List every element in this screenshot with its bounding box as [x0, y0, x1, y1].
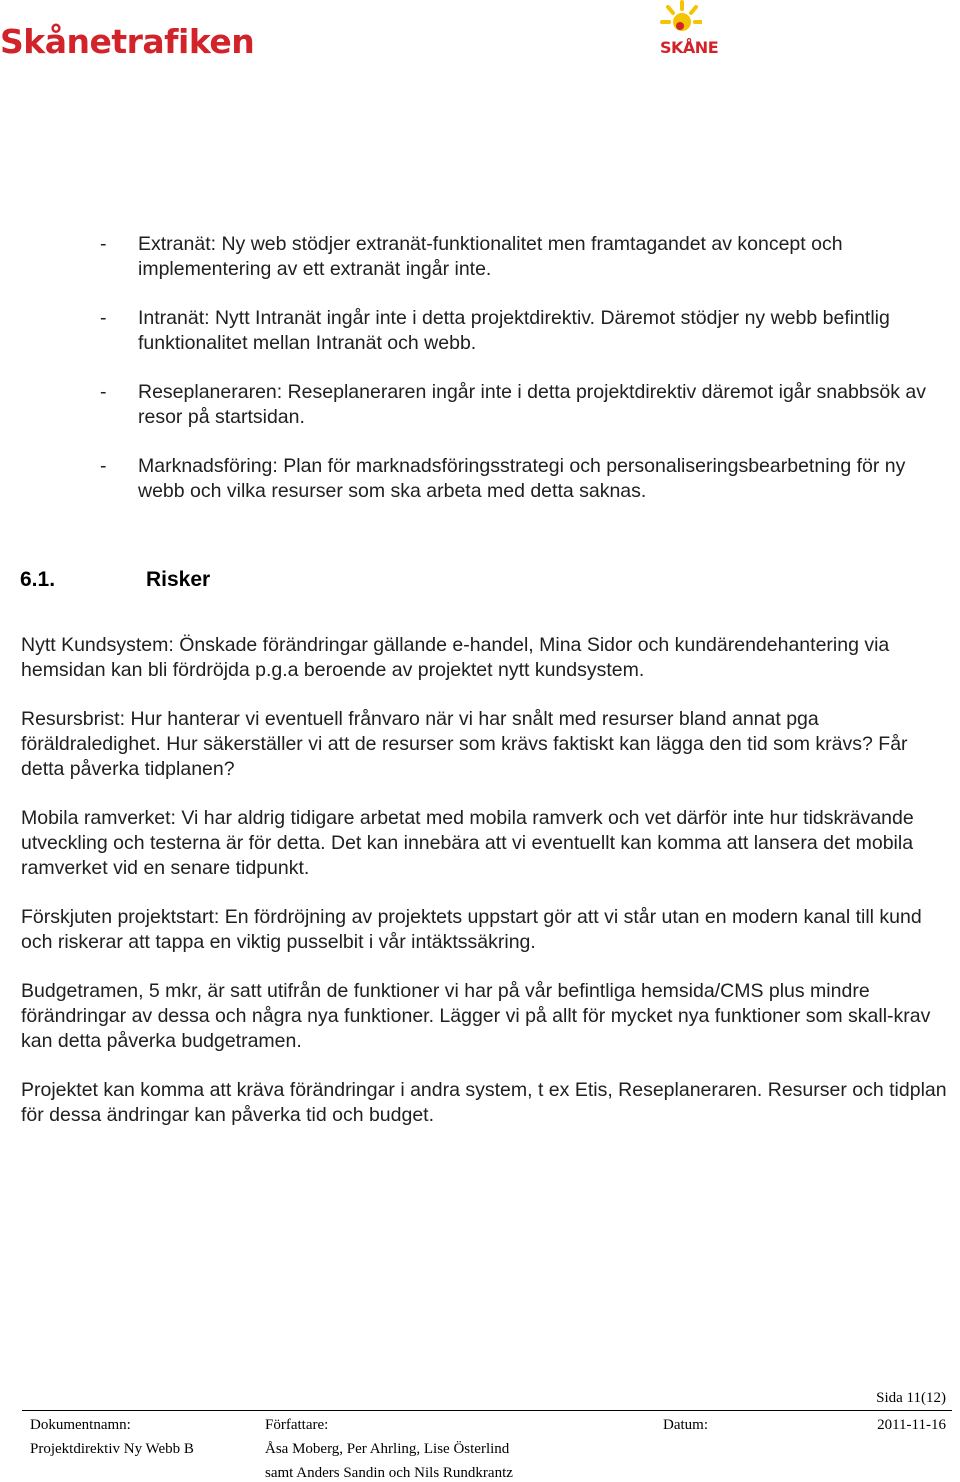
bullet-list	[0, 232, 960, 528]
region-logo-text: SKÅNE	[660, 38, 719, 57]
paragraph: Resursbrist: Hur hanterar vi eventuell frånvaro när vi har snålt med resurser bland annat pga föräldraledighet. Hur säkerställer vi att de resurser som krävs faktiskt kan lägga den tid som krävs? Får detta påverka tidplanen?	[21, 708, 908, 780]
list-item	[0, 454, 938, 504]
date-label: Datum:	[663, 1417, 708, 1433]
footer-divider	[22, 1410, 952, 1411]
date-value: 2011-11-16	[877, 1417, 946, 1433]
bullet-text: Extranät: Ny web stödjer extranät-funktionalitet men framtagandet av koncept och implementering av ett extranät ingår inte.	[138, 233, 843, 280]
bullet-marker: -	[100, 455, 107, 477]
paragraph: Förskjuten projektstart: En fördröjning av projektets uppstart gör att vi står utan en modern kanal till kund och riskerar att tappa en viktig pusselbit i vår intäktssäkring.	[21, 906, 922, 953]
list-item	[0, 232, 938, 282]
paragraph: Nytt Kundsystem: Önskade förändringar gällande e-handel, Mina Sidor och kundärendehantering via hemsidan kan bli fördröjda p.g.a beroende av projektet nytt kundsystem.	[21, 634, 890, 681]
doc-name-label: Dokumentnamn:	[30, 1417, 131, 1433]
bullet-marker: -	[100, 381, 107, 403]
author-label: Författare:	[265, 1417, 329, 1433]
bullet-text: Intranät: Nytt Intranät ingår inte i detta projektdirektiv. Däremot stödjer ny webb befintlig funktionalitet mellan Intranät och webb.	[138, 307, 890, 354]
paragraph: Budgetramen, 5 mkr, är satt utifrån de funktioner vi har på vår befintliga hemsida/CMS plus mindre förändringar av dessa och några nya funktioner. Lägger vi på allt för mycket nya funktioner som skall-krav kan detta påverka budgetramen.	[21, 980, 931, 1052]
sun-icon	[660, 0, 702, 38]
list-item	[0, 306, 938, 356]
risk-paragraphs	[21, 633, 956, 1152]
doc-name-value: Projektdirektiv Ny Webb B	[30, 1441, 194, 1457]
bullet-text: Reseplaneraren: Reseplaneraren ingår inte i detta projektdirektiv däremot igår snabbsök av resor på startsidan.	[138, 381, 927, 428]
paragraph: Projektet kan komma att kräva förändringar i andra system, t ex Etis, Reseplaneraren. Resurser och tidplan för dessa ändringar kan påverka tid och budget.	[21, 1079, 947, 1126]
bullet-marker: -	[100, 307, 107, 329]
brand-logo: Skånetrafiken	[0, 22, 255, 61]
list-item	[0, 380, 938, 430]
paragraph: Mobila ramverket: Vi har aldrig tidigare arbetat med mobila ramverk och vet därför inte hur tidskrävande utveckling och testerna är för detta. Det kan innebära att vi eventuellt kan komma att lansera det mobila ramverket vid en senare tidpunkt.	[21, 807, 914, 879]
page-number: Sida 11(12)	[876, 1390, 946, 1406]
author-line-1: Åsa Moberg, Per Ahrling, Lise Österlind	[265, 1441, 510, 1457]
bullet-text: Marknadsföring: Plan för marknadsföringsstrategi och personaliseringsbearbetning för ny webb och vilka resurser som ska arbeta med detta saknas.	[138, 455, 906, 502]
region-skane-logo	[656, 0, 719, 60]
section-number: 6.1.	[20, 568, 56, 591]
section-title: Risker	[146, 568, 211, 591]
bullet-marker: -	[100, 233, 107, 255]
author-line-2: samt Anders Sandin och Nils Rundkrantz	[265, 1465, 513, 1481]
